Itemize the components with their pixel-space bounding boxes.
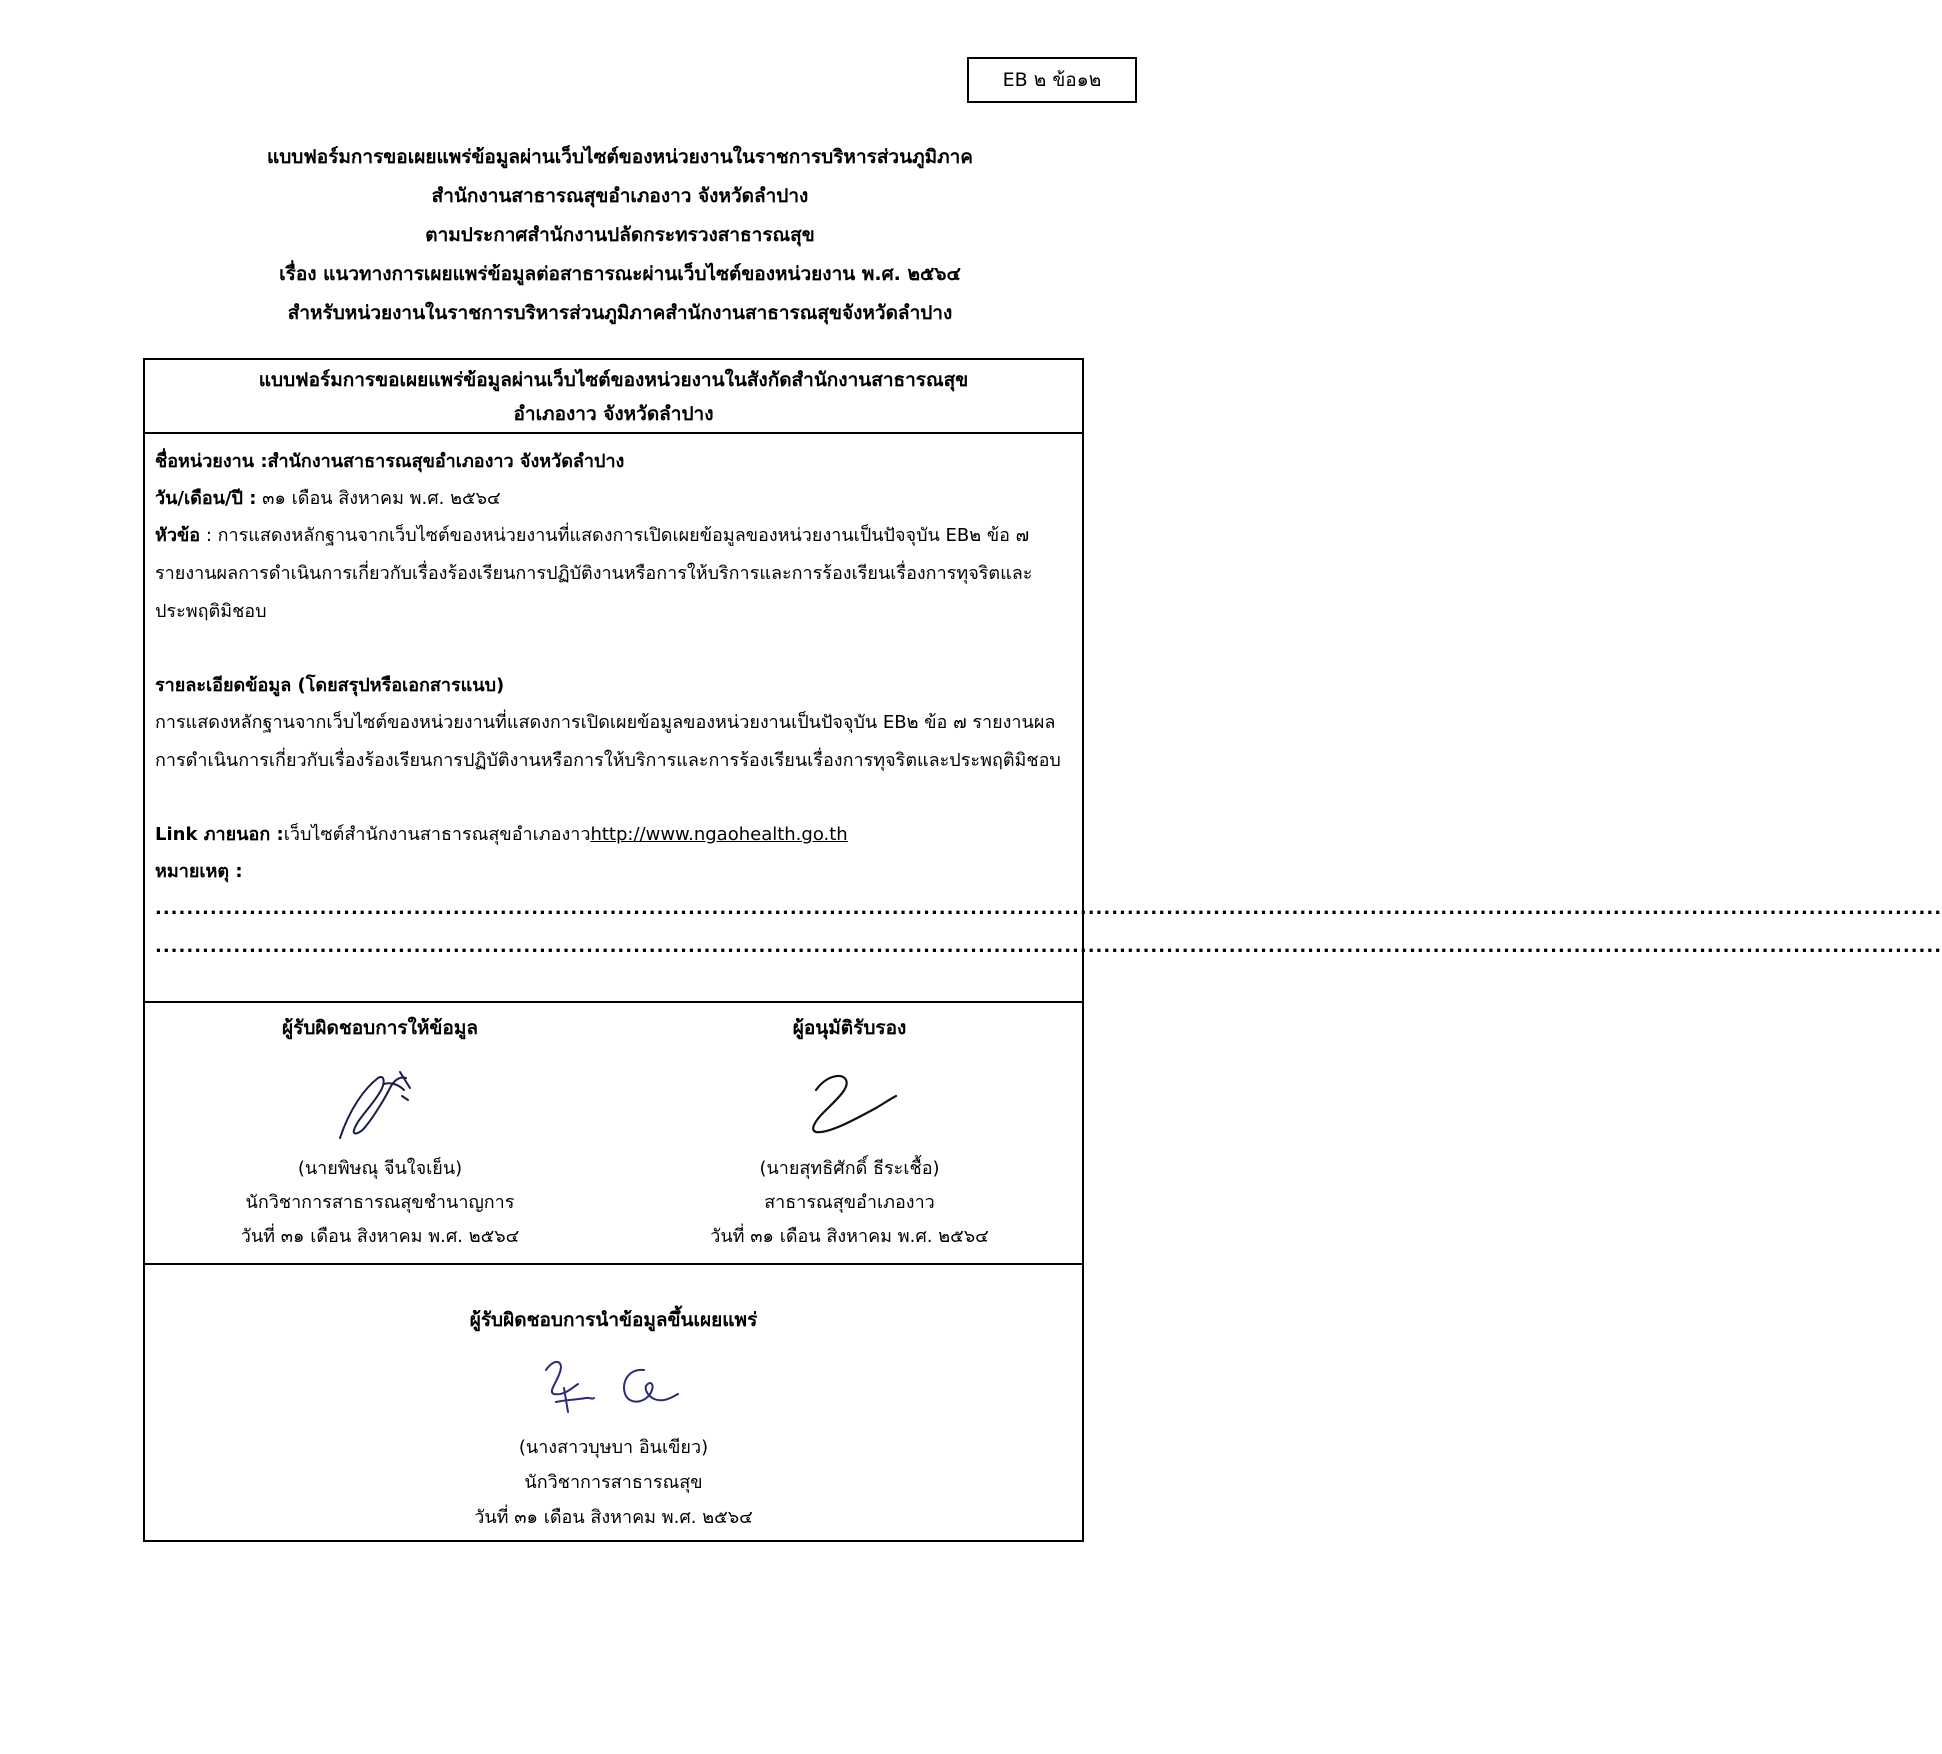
approver-role: ผู้อนุมัติรับรอง <box>792 1017 907 1039</box>
provider-signature-icon <box>145 1048 615 1152</box>
agency-row <box>155 443 1072 480</box>
website-link[interactable]: http://www.ngaohealth.go.th <box>590 824 848 845</box>
document-code: EB ๒ ข้อ๑๒ <box>1002 69 1102 91</box>
publisher-position: นักวิชาการสาธารณสุข <box>524 1472 703 1493</box>
publisher-role: ผู้รับผิดชอบการนำข้อมูลขึ้นเผยแพร่ <box>469 1309 758 1331</box>
approver-position: สาธารณสุขอำเภองาว <box>764 1192 935 1213</box>
approver-name: (นายสุทธิศักดิ์ ธีระเชื้อ) <box>759 1158 940 1179</box>
agency-value: สำนักงานสาธารณสุขอำเภองาว จังหวัดลำปาง <box>267 451 625 472</box>
form-table <box>143 358 1942 1542</box>
document-header <box>0 138 1240 333</box>
link-row <box>155 816 1072 853</box>
link-text: เว็บไซต์สำนักงานสาธารณสุขอำเภองาว <box>283 824 591 845</box>
provider-signer <box>145 1003 615 1254</box>
date-row <box>155 480 1072 517</box>
agency-label: ชื่อหน่วยงาน : <box>155 451 268 472</box>
topic-row <box>155 517 1072 631</box>
header-line-1: แบบฟอร์มการขอเผยแพร่ข้อมูลผ่านเว็บไซต์ของหน่วยงานในราชการบริหารส่วนภูมิภาค <box>266 146 974 168</box>
header-line-5: สำหรับหน่วยงานในราชการบริหารส่วนภูมิภาคสำนักงานสาธารณสุขจังหวัดลำปาง <box>287 302 953 324</box>
provider-position: นักวิชาการสาธารณสุขชำนาญการ <box>245 1192 515 1213</box>
document-code-box <box>967 57 1137 103</box>
note-dotted-line-1: .................................................................................................................................................................................................................................... <box>155 898 1942 919</box>
topic-value: : การแสดงหลักฐานจากเว็บไซต์ของหน่วยงานที่แสดงการเปิดเผยข้อมูลของหน่วยงานเป็นปัจจุบัน EB๒ ข้อ ๗ รายงานผลการดำเนินการเกี่ยวกับเรื่องร้องเรียนการปฏิบัติงานหรือการให้บริการและการร้องเรียนเรื่องการทุจริตและประพฤติมิชอบ <box>155 525 1033 622</box>
publisher-signature-icon <box>145 1340 1082 1430</box>
header-line-2: สำนักงานสาธารณสุขอำเภองาว จังหวัดลำปาง <box>431 185 809 207</box>
signature-section <box>145 1003 1082 1265</box>
publisher-date: วันที่ ๓๑ เดือน สิงหาคม พ.ศ. ๒๕๖๔ <box>474 1507 753 1528</box>
approver-signature-icon <box>615 1048 1084 1152</box>
link-label: Link ภายนอก : <box>155 824 284 845</box>
note-label: หมายเหตุ : <box>155 861 243 882</box>
note-dotted-line-2: .................................................................................................................................................................................................................................... <box>155 936 1942 957</box>
date-value: ๓๑ เดือน สิงหาคม พ.ศ. ๒๕๖๔ <box>256 488 501 509</box>
approver-signer <box>615 1003 1084 1254</box>
form-title-section <box>145 360 1082 434</box>
details-value: การแสดงหลักฐานจากเว็บไซต์ของหน่วยงานที่แสดงการเปิดเผยข้อมูลของหน่วยงานเป็นปัจจุบัน EB๒ ข้อ ๗ รายงานผลการดำเนินการเกี่ยวกับเรื่องร้องเรียนการปฏิบัติงานหรือการให้บริการและการร้องเรียนเรื่องการทุจริตและประพฤติมิชอบ <box>155 712 1061 771</box>
form-info-section <box>145 434 1942 1003</box>
publisher-section <box>145 1265 1082 1542</box>
header-line-3: ตามประกาศสำนักงานปลัดกระทรวงสาธารณสุข <box>425 224 815 246</box>
header-line-4: เรื่อง แนวทางการเผยแพร่ข้อมูลต่อสาธารณะผ่านเว็บไซต์ของหน่วยงาน พ.ศ. ๒๕๖๔ <box>279 263 961 285</box>
provider-role: ผู้รับผิดชอบการให้ข้อมูล <box>282 1017 478 1039</box>
approver-date: วันที่ ๓๑ เดือน สิงหาคม พ.ศ. ๒๕๖๔ <box>710 1226 989 1247</box>
provider-name: (นายพิษณุ จีนใจเย็น) <box>297 1158 463 1179</box>
provider-date: วันที่ ๓๑ เดือน สิงหาคม พ.ศ. ๒๕๖๔ <box>240 1226 520 1247</box>
form-title-line-1: แบบฟอร์มการขอเผยแพร่ข้อมูลผ่านเว็บไซต์ของหน่วยงานในสังกัดสำนักงานสาธารณสุข <box>258 369 969 391</box>
publisher-name: (นางสาวบุษบา อินเขียว) <box>518 1437 709 1458</box>
date-label: วัน/เดือน/ปี : <box>155 488 257 509</box>
topic-label: หัวข้อ <box>155 525 201 546</box>
form-title-line-2: อำเภองาว จังหวัดลำปาง <box>513 403 714 425</box>
details-label: รายละเอียดข้อมูล (โดยสรุปหรือเอกสารแนบ) <box>155 675 505 696</box>
